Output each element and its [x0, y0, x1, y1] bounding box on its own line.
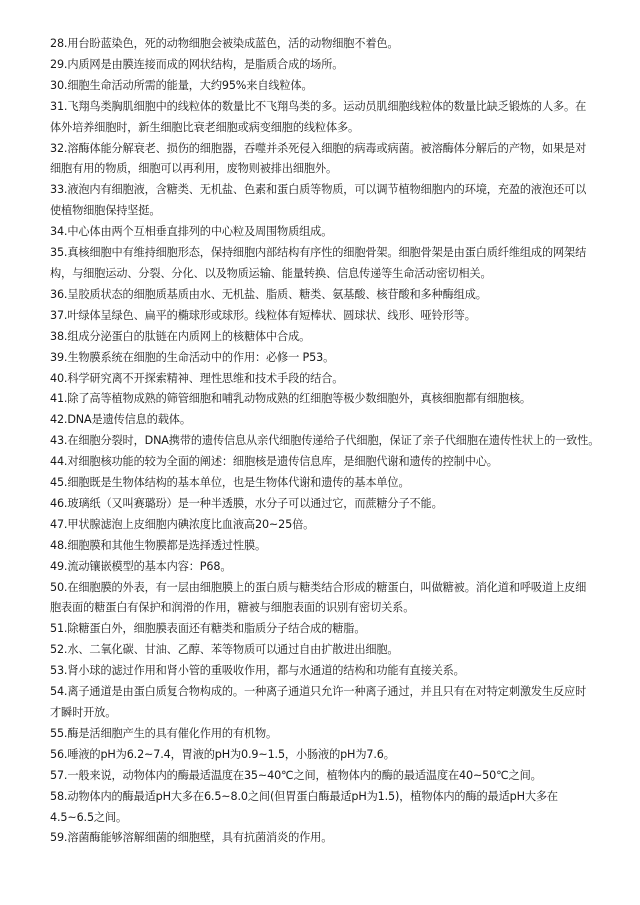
paragraph-46: 46.玻璃纸（又叫赛璐玢）是一种半透膜，水分子可以通过它，而蔗糖分子不能。 — [50, 496, 443, 510]
paragraph-44: 44.对细胞核功能的较为全面的阐述：细胞核是遗传信息库，是细胞代谢和遗传的控制中心。 — [50, 455, 498, 469]
paragraph-37: 37.叶绿体呈绿色、扁平的椭球形或球形。线粒体有短棒状、圆球状、线形、哑铃形等。 — [50, 308, 476, 322]
paragraph-39: 39.生物膜系统在细胞的生命活动中的作用：必修一 P53。 — [50, 350, 335, 364]
paragraph-59: 59.溶菌酶能够溶解细菌的细胞壁，具有抗菌消炎的作用。 — [50, 831, 333, 845]
paragraph-35-continuation: 构，与细胞运动、分裂、分化、以及物质运输、能量转换、信息传递等生命活动密切相关。 — [50, 266, 492, 280]
paragraph-53: 53.肾小球的滤过作用和肾小管的重吸收作用，都与水通道的结构和功能有直接关系。 — [50, 664, 465, 678]
paragraph-33-continuation: 使植物细胞保持坚挺。 — [50, 204, 161, 218]
paragraph-56: 56.唾液的pH为6.2~7.4，胃液的pH为0.9~1.5，小肠液的pH为7.6。 — [50, 747, 395, 761]
paragraph-50: 50.在细胞膜的外表，有一层由细胞膜上的蛋白质与糖类结合形成的糖蛋白，叫做糖被。消化道和呼吸道上皮细 — [50, 580, 587, 594]
paragraph-50-continuation: 胞表面的糖蛋白有保护和润滑的作用，糖被与细胞表面的识别有密切关系。 — [50, 601, 415, 615]
paragraph-32-continuation: 细胞有用的物质，细胞可以再利用，废物则被排出细胞外。 — [50, 162, 337, 176]
paragraph-54: 54.离子通道是由蛋白质复合物构成的。一种离子通道只允许一种离子通过，并且只有在对特定刺激发生反应时 — [50, 685, 587, 699]
paragraph-35: 35.真核细胞中有维持细胞形态，保持细胞内部结构有序性的细胞骨架。细胞骨架是由蛋白质纤维组成的网架结 — [50, 246, 587, 260]
paragraph-48: 48.细胞膜和其他生物膜都是选择透过性膜。 — [50, 538, 267, 552]
paragraph-55: 55.酶是活细胞产生的具有催化作用的有机物。 — [50, 726, 278, 740]
paragraph-34: 34.中心体由两个互相垂直排列的中心粒及周围物质组成。 — [50, 225, 333, 239]
paragraph-54-continuation: 才瞬时开放。 — [50, 706, 117, 719]
paragraph-58: 58.动物体内的酶最适pH大多在6.5~8.0之间(但胃蛋白酶最适pH为1.5)，植物体内的酶的最适pH大多在 — [50, 789, 558, 803]
paragraph-51: 51.除糖蛋白外，细胞膜表面还有糖类和脂质分子结合成的糖脂。 — [50, 622, 366, 636]
paragraph-31-continuation: 体外培养细胞时，新生细胞比衰老细胞或病变细胞的线粒体多。 — [50, 120, 360, 134]
paragraph-58-continuation: 4.5~6.5之间。 — [50, 810, 128, 824]
paragraph-31: 31.飞翔鸟类胸肌细胞中的线粒体的数量比不飞翔鸟类的多。运动员肌细胞线粒体的数量比缺乏锻炼的人多。在 — [50, 99, 587, 113]
paragraph-33: 33.液泡内有细胞液，含糖类、无机盐、色素和蛋白质等物质，可以调节植物细胞内的环境，充盈的液泡还可以 — [50, 183, 587, 197]
paragraph-47: 47.甲状腺滤泡上皮细胞内碘浓度比血液高20~25倍。 — [50, 517, 315, 531]
paragraph-52: 52.水、二氧化碳、甘油、乙醇、苯等物质可以通过自由扩散进出细胞。 — [50, 643, 399, 657]
paragraph-32: 32.溶酶体能分解衰老、损伤的细胞器，吞噬并杀死侵入细胞的病毒或病菌。被溶酶体分解后的产物，如果是对 — [50, 141, 587, 155]
paragraph-36: 36.呈胶质状态的细胞质基质由水、无机盐、脂质、糖类、氨基酸、核苷酸和多种酶组成。 — [50, 287, 487, 301]
paragraph-30: 30.细胞生命活动所需的能量，大约95%来自线粒体。 — [50, 78, 313, 92]
paragraph-29: 29.内质网是由膜连接而成的网状结构，是脂质合成的场所。 — [50, 57, 344, 71]
paragraph-42: 42.DNA是遗传信息的载体。 — [50, 413, 191, 427]
paragraph-45: 45.细胞既是生物体结构的基本单位，也是生物体代谢和遗传的基本单位。 — [50, 476, 410, 490]
paragraph-28: 28.用台盼蓝染色，死的动物细胞会被染成蓝色，活的动物细胞不着色。 — [50, 37, 399, 50]
paragraph-40: 40.科学研究离不开探索精神、理性思维和技术手段的结合。 — [50, 371, 344, 385]
paragraph-38: 38.组成分泌蛋白的肽链在内质网上的核糖体中合成。 — [50, 329, 311, 343]
paragraph-43: 43.在细胞分裂时，DNA携带的遗传信息从亲代细胞传递给子代细胞，保证了亲子代细胞在遗传性状上的一致性。 — [50, 434, 600, 448]
paragraph-57: 57.一般来说，动物体内的酶最适温度在35~40℃之间，植物体内的酶的最适温度在40~50℃之间。 — [50, 768, 542, 782]
paragraph-41: 41.除了高等植物成熟的筛管细胞和哺乳动物成熟的红细胞等极少数细胞外，真核细胞都有细胞核。 — [50, 392, 531, 406]
paragraph-49: 49.流动镶嵌模型的基本内容：P68。 — [50, 559, 232, 573]
